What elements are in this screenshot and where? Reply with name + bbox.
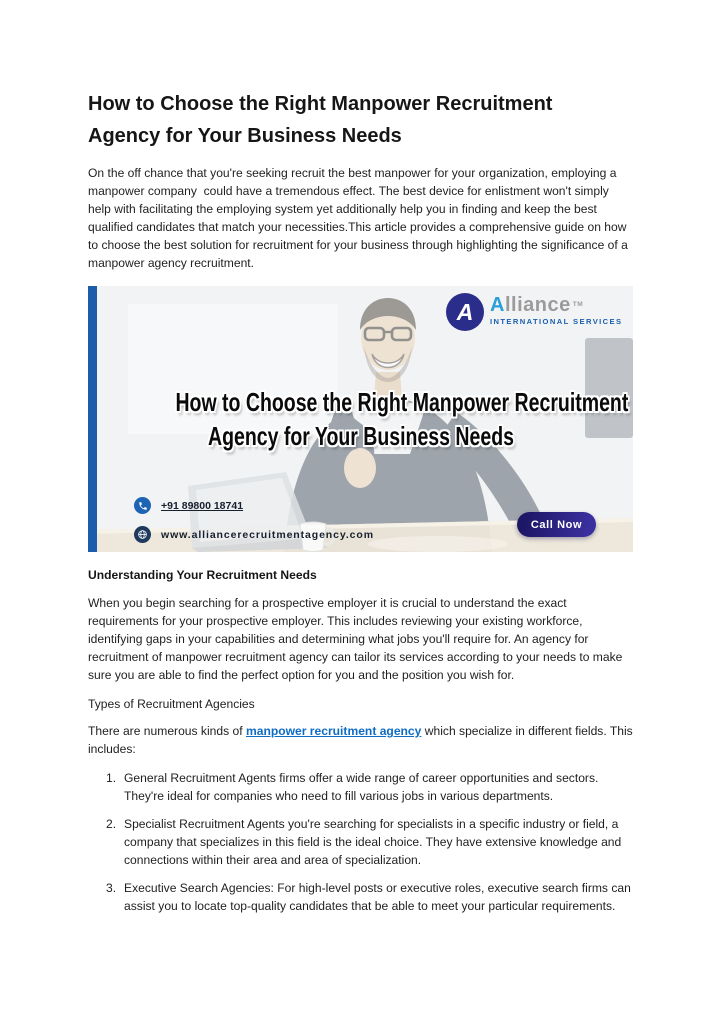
types-intro-after-link: which specialize in different fields. This includes:	[88, 724, 637, 756]
section-heading-types: Types of Recruitment Agencies	[88, 697, 255, 711]
intro-paragraph: On the off chance that you're seeking recruit the best manpower for your organization, employing a manpower company could have a tremendous effect. The best device for enlistment won't simply help with facilitating the employing system yet additionally help you in finding and keep the best qualified candidates that match your necessities.This article provides a comprehensive guide on how to choose the best solution for recruitment for your business through highlighting the significance of a manpower agency recruitment.	[88, 166, 632, 270]
alliance-logo	[446, 293, 622, 331]
list-item-text: General Recruitment Agents firms offer a wide range of career opportunities and sectors. They're ideal for companies who need to fill various jobs in various departments.	[124, 771, 599, 803]
banner-headline	[100, 385, 629, 453]
brand-subtitle: INTERNATIONAL SERVICES	[490, 317, 623, 326]
globe-icon	[134, 526, 151, 543]
understanding-paragraph: When you begin searching for a prospective employer it is crucial to understand the exact requirements for your prospective employer. This includes reviewing your existing workforce, identifying gaps in your capabilities and determining what jobs you'll require for. An agency for recruitment of manpower recruitment agency can tailor its services according to your needs to make sure you are able to find the perfect option for you and the position you wish for.	[88, 596, 626, 682]
call-now-button[interactable]: Call Now	[517, 512, 596, 537]
alliance-logo-text	[490, 293, 622, 326]
hero-banner-image	[88, 286, 633, 552]
list-item	[88, 815, 633, 869]
phone-contact-row[interactable]	[134, 497, 243, 514]
list-item-text: Executive Search Agencies: For high-level posts or executive roles, executive search firms can assist you to locate top-quality candidates that be able to meet your particular requirements.	[124, 881, 631, 913]
section-heading-understanding: Understanding Your Recruitment Needs	[88, 568, 317, 582]
recruitment-types-list	[88, 769, 633, 915]
website-contact-row[interactable]	[134, 526, 374, 543]
list-item-number: 3.	[106, 881, 117, 895]
brand-name-rest: lliance	[504, 294, 571, 316]
logo-badge-letter: A	[456, 298, 474, 325]
trademark-symbol: TM	[572, 301, 584, 308]
types-intro-paragraph	[88, 722, 637, 758]
phone-number-link[interactable]: +91 89800 18741	[161, 499, 244, 512]
manpower-recruitment-agency-link[interactable]: manpower recruitment agency	[245, 724, 422, 738]
page-title	[88, 88, 633, 152]
list-item-number: 2.	[106, 817, 117, 831]
list-item	[88, 769, 633, 805]
phone-icon	[134, 497, 151, 514]
banner-headline-line-2: Agency for Your Business Needs	[207, 421, 514, 451]
list-item-text: Specialist Recruitment Agents you're searching for specialists in a specific industry or field, a company that specializes in this field is the ideal choice. They have extensive knowledge and connections within their area and area of specialization.	[124, 817, 622, 867]
brand-name	[490, 295, 622, 315]
page-title-line-1: How to Choose the Right Manpower Recruitment	[88, 93, 553, 115]
types-intro-before-link: There are numerous kinds of	[88, 724, 246, 738]
page-title-line-2: Agency for Your Business Needs	[88, 125, 402, 147]
alliance-logo-badge-icon	[446, 293, 484, 331]
banner-left-accent-bar	[88, 286, 97, 552]
brand-name-first-letter: A	[490, 294, 505, 316]
website-link[interactable]: www.alliancerecruitmentagency.com	[161, 528, 374, 541]
list-item	[88, 879, 633, 915]
list-item-number: 1.	[106, 771, 117, 785]
banner-headline-line-1: How to Choose the Right Manpower Recruitment	[175, 387, 629, 417]
